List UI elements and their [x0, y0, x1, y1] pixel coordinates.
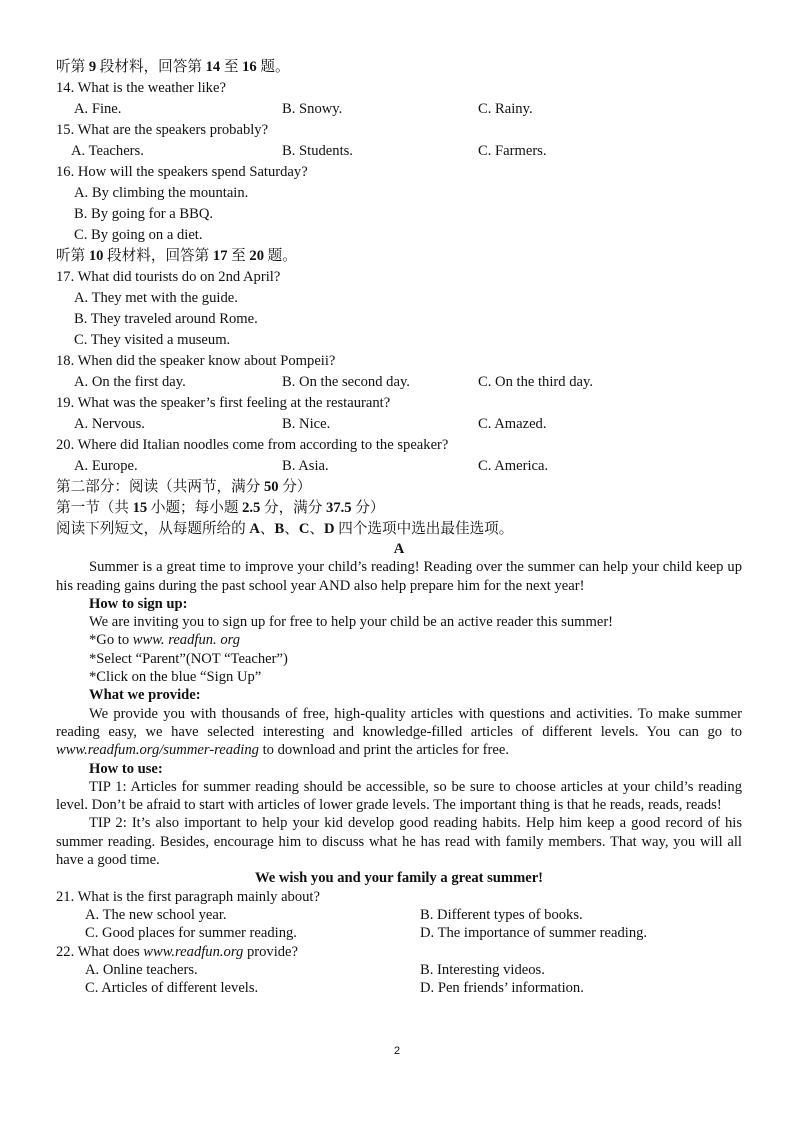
- question-18-options: [56, 372, 742, 393]
- option-a: A. Fine.: [74, 101, 122, 117]
- text: 听第: [56, 59, 89, 75]
- provide-paragraph: [56, 705, 742, 760]
- text: D: [324, 521, 335, 537]
- option-b: B. Asia.: [282, 458, 329, 474]
- option-a: A. On the first day.: [74, 374, 186, 390]
- question-17-stem: 17. What did tourists do on 2nd April?: [56, 269, 281, 285]
- question-16-stem: 16. How will the speakers spend Saturday?: [56, 164, 308, 180]
- text: 22. What does: [56, 943, 144, 960]
- text: *Go to: [89, 632, 133, 649]
- text: 50: [263, 479, 279, 495]
- exam-page: [56, 57, 742, 997]
- sign-up-step-3: *Click on the blue “Sign Up”: [89, 669, 262, 686]
- option-c: C. Rainy.: [478, 101, 533, 117]
- website-link: www. readfun. org: [132, 632, 241, 649]
- text: 第二部分：阅读（共两节，满分: [56, 479, 264, 495]
- question-22-options-row-1: [56, 961, 742, 979]
- option-b: B. Snowy.: [282, 101, 343, 117]
- text: 分）: [278, 479, 312, 495]
- option-c: C. They visited a museum.: [74, 332, 231, 348]
- text: 段材料，回答第: [96, 59, 206, 75]
- text: 四个选项中选出最佳选项。: [334, 521, 514, 537]
- text: 10: [88, 248, 104, 264]
- text: 小题；每小题: [147, 500, 243, 516]
- option-a: A. They met with the guide.: [74, 290, 238, 306]
- question-21-options-row-1: [56, 906, 742, 924]
- text: C: [298, 521, 310, 537]
- text: 37.5: [326, 500, 352, 516]
- sign-up-intro: We are inviting you to sign up for free to help your child be an active reader this summer!: [89, 614, 614, 631]
- option-a: A. By climbing the mountain.: [74, 185, 249, 201]
- sign-up-step-1: [56, 631, 742, 649]
- text: 题。: [256, 59, 290, 75]
- option-c: C. Amazed.: [478, 416, 547, 432]
- question-15-options: [56, 141, 742, 162]
- option-c: C. By going on a diet.: [74, 227, 203, 243]
- text: 段材料，回答第: [103, 248, 213, 264]
- text: B: [274, 521, 285, 537]
- text: 第一节（共: [56, 500, 133, 516]
- question-22-stem: [56, 943, 742, 961]
- option-a: A. Teachers.: [71, 143, 144, 159]
- tip-1: TIP 1: Articles for summer reading should be accessible, so be sure to choose articles at your child’s reading level. Don’t be afraid to start with articles of lower grade levels. The important thing is that he reads, reads, reads!: [56, 778, 742, 814]
- question-14-stem: 14. What is the weather like?: [56, 80, 226, 96]
- text: 9: [88, 59, 97, 75]
- text: 听第: [56, 248, 89, 264]
- part-2-header: [56, 477, 742, 498]
- passage-letter: A: [393, 541, 405, 557]
- text: 、: [284, 521, 299, 537]
- text: provide?: [243, 943, 299, 960]
- option-b: B. Nice.: [282, 416, 331, 432]
- text: 15: [132, 500, 148, 516]
- passage-a: [56, 540, 742, 997]
- option-a: A. Online teachers.: [85, 961, 198, 978]
- question-18-stem: 18. When did the speaker know about Pompeii?: [56, 353, 336, 369]
- text: 16: [242, 59, 257, 75]
- closing-line: We wish you and your family a great summer!: [254, 870, 544, 887]
- text: 题。: [264, 248, 297, 264]
- option-a: A. Nervous.: [74, 416, 145, 432]
- heading-sign-up: How to sign up:: [89, 595, 188, 612]
- page-number: 2: [393, 1045, 401, 1057]
- option-c: C. America.: [478, 458, 549, 474]
- option-b: B. They traveled around Rome.: [74, 311, 258, 327]
- text: 阅读下列短文，从每题所给的: [56, 521, 250, 537]
- reading-instructions: [56, 519, 742, 540]
- option-c: C. Good places for summer reading.: [85, 925, 297, 942]
- text: to download and print the articles for free.: [258, 742, 509, 759]
- text: 14: [205, 59, 221, 75]
- question-19-options: [56, 414, 742, 435]
- option-a: A. The new school year.: [85, 906, 227, 923]
- option-b: B. Students.: [282, 143, 353, 159]
- passage-intro: Summer is a great time to improve your child’s reading! Reading over the summer can help your child keep up his reading gains during the past school year AND also help prepare him for the next year!: [56, 559, 742, 594]
- question-14-options: [56, 99, 742, 120]
- question-15-stem: 15. What are the speakers probably?: [56, 122, 269, 138]
- heading-how-to-use: How to use:: [89, 760, 163, 777]
- question-20-options: [56, 456, 742, 477]
- option-c: C. Articles of different levels.: [85, 980, 259, 997]
- question-20-stem: 20. Where did Italian noodles come from according to the speaker?: [56, 437, 449, 453]
- question-21-options-row-2: [56, 924, 742, 942]
- text: 分，满分: [260, 500, 327, 516]
- website-link: www.readfun.org: [143, 943, 244, 960]
- option-b: B. Different types of books.: [420, 906, 583, 923]
- text: 2.5: [242, 500, 261, 516]
- text: 至: [220, 59, 243, 75]
- question-19-stem: 19. What was the speaker’s first feeling at the restaurant?: [56, 395, 391, 411]
- text: 17: [212, 248, 228, 264]
- question-21-stem: 21. What is the first paragraph mainly about?: [56, 888, 320, 905]
- website-link: www.readfum.org/summer-reading: [56, 742, 259, 759]
- option-b: B. Interesting videos.: [420, 961, 545, 978]
- section-1-header: [56, 498, 742, 519]
- text: 20: [249, 248, 264, 264]
- text: 至: [227, 248, 250, 264]
- option-d: D. The importance of summer reading.: [420, 925, 648, 942]
- text: 、: [309, 521, 325, 537]
- text: A: [249, 521, 260, 537]
- sign-up-step-2: *Select “Parent”(NOT “Teacher”): [89, 650, 288, 667]
- text: We provide you with thousands of free, high-quality articles with questions and activities. To make summer reading easy, we have selected interesting and knowledge-filled articles of different levels. You can go to: [56, 705, 742, 740]
- option-c: C. On the third day.: [478, 374, 593, 390]
- heading-what-we-provide: What we provide:: [89, 687, 201, 704]
- section-10-header: [56, 246, 742, 267]
- text: 分）: [351, 500, 385, 516]
- text: 、: [259, 521, 275, 537]
- question-22-options-row-2: [56, 979, 742, 997]
- option-b: B. By going for a BBQ.: [74, 206, 214, 222]
- section-9-header: [56, 57, 742, 78]
- option-c: C. Farmers.: [478, 143, 547, 159]
- tip-2: TIP 2: It’s also important to help your kid develop good reading habits. Help him keep a good record of his summer reading. Besides, encourage him to discuss what he has read with family members. That way, you will all have a good time.: [56, 815, 742, 869]
- option-a: A. Europe.: [74, 458, 138, 474]
- option-d: D. Pen friends’ information.: [420, 980, 584, 997]
- option-b: B. On the second day.: [282, 374, 410, 390]
